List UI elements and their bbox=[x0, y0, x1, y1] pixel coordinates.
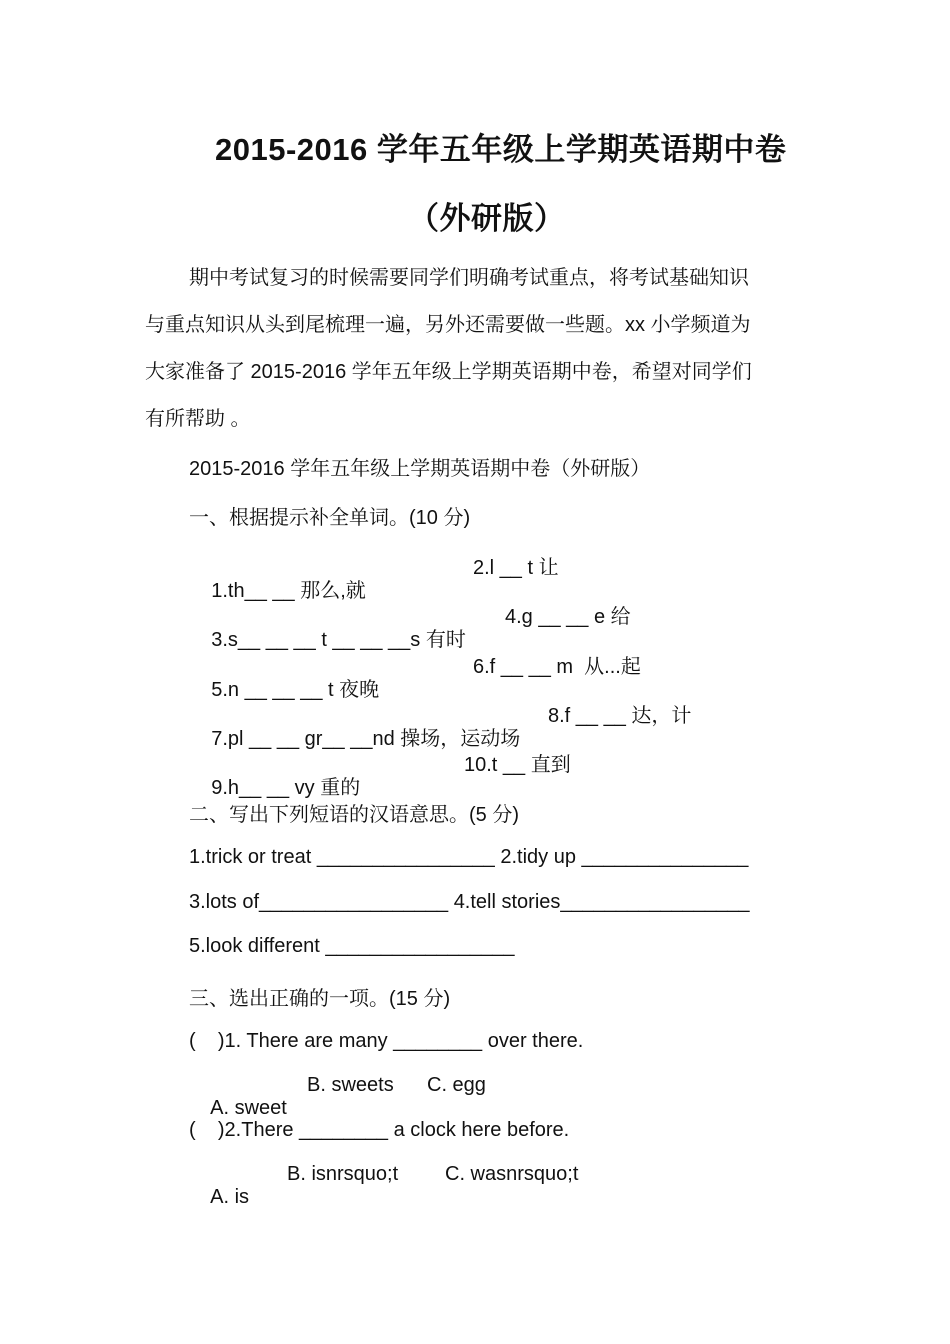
word-item-10: 10.t __ 直到 bbox=[464, 754, 571, 776]
phrase-row-3: 5.look different _________________ bbox=[189, 935, 515, 957]
word-item-6: 6.f __ __ m 从...起 bbox=[473, 656, 641, 678]
intro-line-1: 期中考试复习的时候需要同学们明确考试重点，将考试基础知识 bbox=[189, 267, 749, 289]
word-item-8: 8.f __ __ 达，计 bbox=[548, 705, 692, 727]
question-2-options bbox=[189, 1163, 579, 1278]
phrase-row-2: 3.lots of_________________ 4.tell stories_________________ bbox=[189, 891, 750, 913]
word-item-1: 1.th__ __ 那么,就 bbox=[211, 580, 366, 602]
question-2: ( )2.There ________ a clock here before. bbox=[189, 1119, 570, 1141]
section-3-heading: 三、选出正确的一项。(15 分) bbox=[189, 988, 451, 1010]
option-c: C. egg bbox=[427, 1074, 486, 1096]
phrase-row-1: 1.trick or treat ________________ 2.tidy up _______________ bbox=[189, 846, 749, 868]
intro-line-2: 与重点知识从头到尾梳理一遍，另外还需要做一些题。xx 小学频道为 bbox=[145, 314, 751, 336]
document-title-suffix: （外研版） bbox=[408, 201, 566, 236]
intro-line-4: 有所帮助 。 bbox=[145, 408, 251, 430]
exam-subtitle: 2015-2016 学年五年级上学期英语期中卷（外研版） bbox=[189, 458, 651, 480]
word-item-4: 4.g __ __ e 给 bbox=[505, 606, 631, 628]
word-item-9: 9.h__ __ vy 重的 bbox=[211, 777, 361, 799]
word-item-3: 3.s__ __ __ t __ __ __s 有时 bbox=[211, 629, 466, 651]
word-item-5: 5.n __ __ __ t 夜晚 bbox=[211, 679, 380, 701]
option-a: A. is bbox=[210, 1186, 250, 1208]
document-title: 2015-2016 学年五年级上学期英语期中卷 bbox=[215, 132, 787, 167]
section-1-row-5 bbox=[189, 748, 571, 846]
option-c: C. wasnrsquo;t bbox=[445, 1163, 579, 1185]
question-1: ( )1. There are many ________ over there. bbox=[189, 1030, 584, 1052]
word-item-2: 2.l __ t 让 bbox=[473, 557, 559, 579]
section-1-heading: 一、根据提示补全单词。(10 分) bbox=[189, 507, 471, 529]
option-b: B. sweets bbox=[307, 1074, 394, 1096]
section-2-heading: 二、写出下列短语的汉语意思。(5 分) bbox=[189, 804, 519, 826]
intro-line-3: 大家准备了 2015-2016 学年五年级上学期英语期中卷，希望对同学们 bbox=[145, 361, 752, 383]
option-b: B. isnrsquo;t bbox=[287, 1163, 399, 1185]
option-a: A. sweet bbox=[210, 1097, 287, 1119]
word-item-7: 7.pl __ __ gr__ __nd 操场，运动场 bbox=[211, 728, 521, 750]
